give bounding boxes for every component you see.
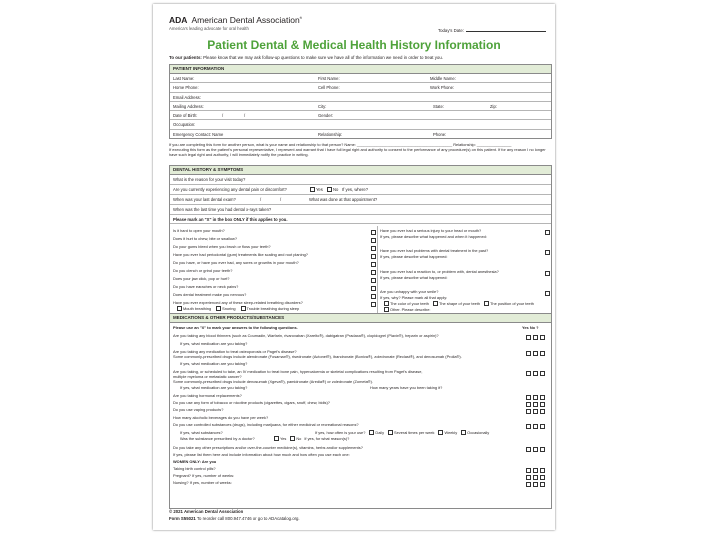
dental-left-question-text: Does your jaw click, pop or hurt?	[173, 276, 230, 281]
dental-right-question	[380, 289, 438, 294]
frequency-question: If yes, how often is your use?	[315, 430, 366, 435]
medication-answer-checkbox[interactable]	[540, 475, 545, 480]
medication-answer-checkbox[interactable]	[540, 409, 545, 414]
medication-question	[173, 422, 359, 427]
dental-left-question	[173, 228, 225, 233]
medication-question	[173, 459, 216, 464]
cell-phone-field[interactable]: Cell Phone:	[318, 85, 340, 91]
dental-left-question	[173, 236, 237, 241]
zip-field[interactable]: Zip:	[490, 103, 497, 109]
smile-other-checkbox[interactable]	[384, 307, 389, 312]
medication-answer-checkbox[interactable]	[540, 351, 545, 356]
medication-question-text: If yes, please list them here and include information about how much and how often you use each one:	[173, 452, 350, 457]
medication-question-text: Do you use vaping products?	[173, 407, 224, 412]
exam-slash-2: /	[280, 197, 282, 202]
copyright: © 2021 American Dental Association	[169, 509, 244, 514]
dental-left-checkbox[interactable]	[371, 278, 376, 283]
medication-question	[180, 430, 223, 435]
smile-other	[383, 307, 430, 312]
state-field[interactable]: State:	[433, 103, 444, 109]
form-number: Form S55021	[169, 516, 196, 521]
medication-answer-checkbox[interactable]	[526, 371, 531, 376]
medication-question-text: Taking birth control pills?	[173, 466, 216, 471]
frequency-checkbox[interactable]	[438, 430, 443, 435]
logo-name: American Dental Association	[191, 15, 300, 25]
dental-left-question	[173, 244, 271, 249]
dental-right-question	[380, 295, 447, 300]
medication-answer-checkbox[interactable]	[540, 424, 545, 429]
years-question[interactable]	[370, 385, 442, 390]
dental-left-question	[173, 260, 299, 265]
reason-question[interactable]: What is the reason for your visit today?	[173, 177, 246, 182]
exam-slash-1: /	[260, 197, 262, 202]
medication-question-text: How many alcoholic beverages do you have per week?	[173, 415, 269, 420]
dob-slash-2: /	[244, 113, 246, 119]
medication-question-text: multiple myeloma or metastatic cancer?	[173, 374, 242, 379]
pain-yes-label: Yes	[316, 187, 323, 192]
col-unknown: ?	[536, 325, 539, 330]
medication-question	[180, 436, 255, 441]
date-field[interactable]	[466, 27, 546, 32]
date-label: Today's Date:	[438, 28, 464, 33]
medication-question-text: If yes, what substances?	[180, 430, 223, 435]
pain-where[interactable]: If yes, where?	[342, 187, 369, 192]
frequency-option-label: Weekly	[444, 430, 458, 435]
pain-question: Are you currently experiencing any dental pain or discomfort?	[173, 187, 287, 192]
patient-info-section	[169, 64, 552, 139]
smile-option-checkbox[interactable]	[433, 301, 438, 306]
dental-left-question	[173, 292, 246, 297]
sleep-option-label: Mouth breathing	[183, 306, 212, 311]
representative-note	[169, 143, 550, 157]
medication-question-text: Are you taking any blood thinners (such as Coumadin, Warfarin, rivaroxaban (Xarelto®), dabigatran (Pradaxa®), clopidogrel (Plavix®), heparin or aspirin)?	[173, 333, 439, 338]
medication-question	[173, 415, 268, 420]
last-exam-question[interactable]: When was your last dental exam?	[173, 197, 236, 202]
occupation-row	[170, 120, 551, 129]
pain-yes-checkbox[interactable]	[310, 187, 315, 192]
form-number-line	[169, 516, 300, 521]
answer-columns	[522, 325, 538, 330]
dental-right-question-text: Are you unhappy with your smile?	[380, 289, 439, 294]
medication-question-text: Nursing? If yes, number of weeks:	[173, 480, 232, 485]
medication-question	[173, 473, 234, 478]
frequency-option-label: Daily	[375, 430, 385, 435]
medication-answer-checkbox[interactable]	[533, 409, 538, 414]
medication-question-text: Are you taking hormonal replacements?	[173, 393, 242, 398]
dental-right-question	[380, 254, 447, 259]
xray-row	[170, 205, 551, 215]
prescribed-yes-checkbox[interactable]	[274, 436, 279, 441]
years-question-text: How many years have you been taking it?	[370, 385, 443, 390]
medication-question	[173, 480, 232, 485]
smile-options	[383, 301, 537, 306]
medication-answer-checkbox[interactable]	[533, 482, 538, 487]
address-row	[170, 102, 551, 111]
dental-right-question	[380, 228, 481, 233]
medication-answer-checkbox[interactable]	[526, 351, 531, 356]
dental-right-question-text: Have you ever had a serious injury to your head or mouth?	[380, 228, 482, 233]
medication-question	[180, 385, 247, 390]
subtitle	[169, 55, 443, 60]
prescribed-reason[interactable]: If yes, for what reason(s)?	[304, 436, 350, 441]
reorder-info: To reorder call 800.947.4746 or go to ADAcatalog.org.	[196, 516, 300, 521]
medication-answer-checkbox[interactable]	[526, 424, 531, 429]
pain-row	[170, 185, 551, 195]
medication-answer-checkbox[interactable]	[526, 468, 531, 473]
medication-answer-checkbox[interactable]	[533, 468, 538, 473]
dental-section	[169, 165, 552, 314]
col-yes: Yes	[522, 325, 529, 330]
gender-field[interactable]: Gender:	[318, 113, 334, 119]
frequency-option-label: Occasionally	[467, 430, 490, 435]
dental-right-question-text: If yes, please describe what happened:	[380, 254, 448, 259]
dental-left-question	[173, 268, 232, 273]
dental-left-question	[173, 300, 303, 305]
dental-right-question	[380, 269, 499, 274]
dental-left-checkbox[interactable]	[371, 302, 376, 307]
medication-question-text: Pregnant? If yes, number of weeks:	[173, 473, 235, 478]
home-phone-field[interactable]: Home Phone:	[173, 85, 199, 91]
dental-left-question-text: Do your gums bleed when you brush or floss your teeth?	[173, 244, 271, 249]
dental-left-question-text: Do you clench or grind your teeth?	[173, 268, 233, 273]
dental-left-question-text: Do you have, or have you ever had, any sores or growths in your mouth?	[173, 260, 299, 265]
dental-right-question	[380, 275, 447, 280]
name-row	[170, 74, 551, 83]
medication-question-text: Was the substance prescribed by a doctor?	[180, 436, 255, 441]
medication-answer-checkbox[interactable]	[540, 468, 545, 473]
dob-field[interactable]: Date of Birth:	[173, 113, 198, 119]
smile-option-label: The shape of your teeth	[438, 301, 481, 306]
reason-row	[170, 175, 551, 185]
medication-question	[173, 452, 350, 457]
smile-option-checkbox[interactable]	[384, 301, 389, 306]
medication-answer-checkbox[interactable]	[526, 475, 531, 480]
exam-done-question[interactable]: What was done at that appointment?	[309, 197, 378, 202]
email-field[interactable]: Email Address:	[173, 94, 201, 100]
xray-question[interactable]: When was the last time you had dental x-rays taken?	[173, 207, 272, 212]
smile-option-label: The position of your teeth	[490, 301, 534, 306]
medication-answer-checkbox[interactable]	[526, 482, 531, 487]
dental-right-question	[380, 248, 488, 253]
medication-question-text: Some commonly-prescribed drugs include denosumab (Xgeva®), pamidronate (Aredia®) or zoledronate (Zometa®).	[173, 379, 373, 384]
dental-left-checkbox[interactable]	[371, 238, 376, 243]
subtitle-text: Please know that we may ask follow-up questions to make sure we have all of the information we need in order to treat you.	[203, 55, 443, 60]
sleep-option-label: Snoring	[222, 306, 236, 311]
dental-left-question	[173, 252, 308, 257]
sleep-option-checkbox[interactable]	[177, 306, 182, 311]
medication-answer-checkbox[interactable]	[533, 395, 538, 400]
dental-left-question-text: Have you ever had periodontal (gum) treatments like scaling and root planing?	[173, 252, 308, 257]
ada-logo: ADA American Dental Association®	[169, 15, 302, 25]
medication-question-text: Are you taking, or scheduled to take, an IV medication to treat bone pain, hypercalcemia or skeletal complications resulting from Paget's disease,	[173, 369, 423, 374]
dental-left-question	[173, 284, 238, 289]
medication-question-text: If yes, what medication are you taking?	[180, 341, 248, 346]
medication-answer-checkbox[interactable]	[526, 402, 531, 407]
medication-question-text: Do you use any form of tobacco or nicotine products (cigarettes, cigars, snuff, chew, bidis)?	[173, 400, 330, 405]
medication-question-text: Do you use controlled substances (drugs), including marijuana, for either medicinal or recreational reasons?	[173, 422, 359, 427]
sleep-option-label: Trouble breathing during sleep	[246, 306, 300, 311]
frequency-row	[315, 430, 492, 435]
representative-note-2: If executing this form as the patient's personal representative, I represent and warrant that I have full legal right and authority to consent to the performance of any procedure(s) on this patient. If for any reason I no longer have such legal right and authority, I will immediately notify the practice in writing.	[169, 146, 546, 157]
medication-answer-checkbox[interactable]	[526, 335, 531, 340]
prescribed-no-checkbox[interactable]	[290, 436, 295, 441]
col-no: No	[529, 325, 535, 330]
dental-right-question-text: Have you ever had a reaction to, or problem with, dental anesthesia?	[380, 269, 499, 274]
dental-right-checkbox[interactable]	[545, 250, 550, 255]
medication-question	[173, 333, 439, 338]
dental-left-question-text: Do you have earaches or neck pains?	[173, 284, 239, 289]
medication-answer-checkbox[interactable]	[533, 424, 538, 429]
dob-row	[170, 111, 551, 120]
medication-question	[173, 407, 223, 412]
sleep-option-checkbox[interactable]	[241, 306, 246, 311]
medication-question	[180, 341, 247, 346]
dob-slash-1: /	[222, 113, 224, 119]
dental-left-checkbox[interactable]	[371, 230, 376, 235]
dental-heading: DENTAL HISTORY & SYMPTOMS	[170, 166, 551, 175]
medications-instruction: Please use an "X" to mark your answers to the following questions.	[173, 325, 298, 330]
page-title: Patient Dental & Medical Health History Information	[207, 38, 501, 52]
dental-right-checkbox[interactable]	[545, 291, 550, 296]
medication-answer-checkbox[interactable]	[540, 402, 545, 407]
exam-row	[170, 195, 551, 205]
dental-right-question-text: If yes, why? Please mark all that apply:	[380, 295, 448, 300]
frequency-checkbox[interactable]	[461, 430, 466, 435]
prescribed-row	[273, 436, 349, 441]
dental-right-question	[380, 234, 487, 239]
todays-date	[438, 27, 546, 33]
logo-word: ADA	[169, 15, 188, 25]
dental-left-question	[173, 276, 229, 281]
medication-answer-checkbox[interactable]	[540, 371, 545, 376]
frequency-option-label: Several times per week	[394, 430, 435, 435]
frequency-checkbox[interactable]	[388, 430, 393, 435]
mailing-address-field[interactable]: Mailing Address:	[173, 103, 204, 109]
medication-question-text: If yes, what medication are you taking?	[180, 385, 248, 390]
medication-answer-checkbox[interactable]	[540, 335, 545, 340]
patient-info-heading: PATIENT INFORMATION	[170, 65, 551, 74]
medication-question-text: If yes, what medication are you taking?	[180, 361, 248, 366]
pain-no-checkbox[interactable]	[327, 187, 332, 192]
tagline: America's leading advocate for oral health	[169, 26, 249, 31]
medications-heading: MEDICATIONS & OTHER PRODUCTS/SUBSTANCES	[170, 314, 551, 323]
email-row	[170, 93, 551, 102]
medication-question	[173, 379, 373, 384]
medication-answer-checkbox[interactable]	[533, 447, 538, 452]
medication-answer-checkbox[interactable]	[533, 371, 538, 376]
dental-column-divider	[377, 226, 378, 314]
pain-no[interactable]	[326, 187, 338, 192]
emergency-phone-field[interactable]: Phone:	[433, 131, 447, 137]
medication-answer-checkbox[interactable]	[526, 409, 531, 414]
emergency-contact-field[interactable]: Emergency Contact: Name	[173, 131, 224, 137]
sleep-option-checkbox[interactable]	[216, 306, 221, 311]
dental-right-question-text: If yes, please describe what happened:	[380, 275, 448, 280]
medication-answer-checkbox[interactable]	[533, 475, 538, 480]
dental-left-checkbox[interactable]	[371, 294, 376, 299]
sleep-options	[176, 306, 303, 311]
smile-option-label: The color of your teeth	[390, 301, 429, 306]
medication-answer-checkbox[interactable]	[526, 447, 531, 452]
medication-answer-checkbox[interactable]	[533, 335, 538, 340]
occupation-field[interactable]: Occupation:	[173, 122, 196, 128]
medication-answer-checkbox[interactable]	[526, 395, 531, 400]
dental-left-checkbox[interactable]	[371, 262, 376, 267]
emergency-row	[170, 130, 551, 138]
medication-question	[173, 445, 363, 450]
middle-name-field[interactable]: Middle Name:	[430, 76, 456, 81]
medications-section	[169, 313, 552, 509]
last-name-field[interactable]: Last Name:	[173, 76, 195, 81]
medication-answer-checkbox[interactable]	[540, 447, 545, 452]
medication-question-text: WOMEN ONLY: Are you	[173, 459, 217, 464]
subtitle-bold: To our patients:	[169, 55, 202, 60]
dental-left-question-text: Does dental treatment make you nervous?	[173, 292, 247, 297]
smile-other-label: Other. Please describe:	[390, 307, 431, 312]
dental-left-question-text: Does it hurt to chew, bite or swallow?	[173, 236, 238, 241]
medication-answer-checkbox[interactable]	[540, 395, 545, 400]
smile-option-checkbox[interactable]	[484, 301, 489, 306]
medication-answer-checkbox[interactable]	[540, 482, 545, 487]
frequency-checkbox[interactable]	[369, 430, 374, 435]
dental-right-question-text: Have you ever had problems with dental treatment in the past?	[380, 248, 489, 253]
dental-left-checkbox[interactable]	[371, 286, 376, 291]
dental-left-checkbox[interactable]	[371, 270, 376, 275]
dental-left-checkbox[interactable]	[371, 254, 376, 259]
representative-note-1: If you are completing this form for another person, what is your name and relationship to that person? Name: ____________________________________________ Relationship: ________________	[169, 142, 512, 147]
medication-question	[180, 361, 247, 366]
city-field[interactable]: City:	[318, 103, 327, 109]
emergency-relationship-field[interactable]: Relationship:	[318, 131, 343, 137]
work-phone-field[interactable]: Work Phone:	[430, 85, 455, 91]
prescribed-yes-label: Yes	[280, 436, 287, 441]
dental-left-question-text: Have you ever experienced any of these sleep-related breathing disorders?	[173, 300, 303, 305]
medication-question	[173, 400, 330, 405]
pain-no-label: No	[333, 187, 339, 192]
medication-question	[173, 354, 462, 359]
dental-left-checkbox[interactable]	[371, 246, 376, 251]
first-name-field[interactable]: First Name:	[318, 76, 340, 81]
form-page	[153, 4, 555, 530]
medication-question-text: Are you taking any medication to treat osteoporosis or Paget's disease?	[173, 349, 297, 354]
medication-answer-checkbox[interactable]	[533, 402, 538, 407]
medication-question-text: Do you take any other prescriptions and/or over-the-counter medicine(s), vitamins, herbs and/or supplements?	[173, 445, 363, 450]
prescribed-no-label: No	[296, 436, 302, 441]
phone-row	[170, 83, 551, 92]
medication-question	[173, 466, 216, 471]
dental-right-question-text: If yes, please describe what happened and when it happened:	[380, 234, 487, 239]
medication-question-text: Some commonly-prescribed drugs include alendronate (Fosamax®), risedronate (Actonel®), ibandronate (Boniva®), zoledronate (Reclast®), and denosumab (Prolia®).	[173, 354, 462, 359]
dental-instruction: Please mark an "X" in the box ONLY if this applies to you.	[173, 217, 288, 222]
instruction-row	[170, 215, 551, 224]
medication-answer-checkbox[interactable]	[533, 351, 538, 356]
dental-right-checkbox[interactable]	[545, 271, 550, 276]
pain-yes[interactable]	[309, 187, 323, 192]
dental-left-question-text: Is it hard to open your mouth?	[173, 228, 225, 233]
medication-question	[173, 393, 242, 398]
dental-right-checkbox[interactable]	[545, 230, 550, 235]
